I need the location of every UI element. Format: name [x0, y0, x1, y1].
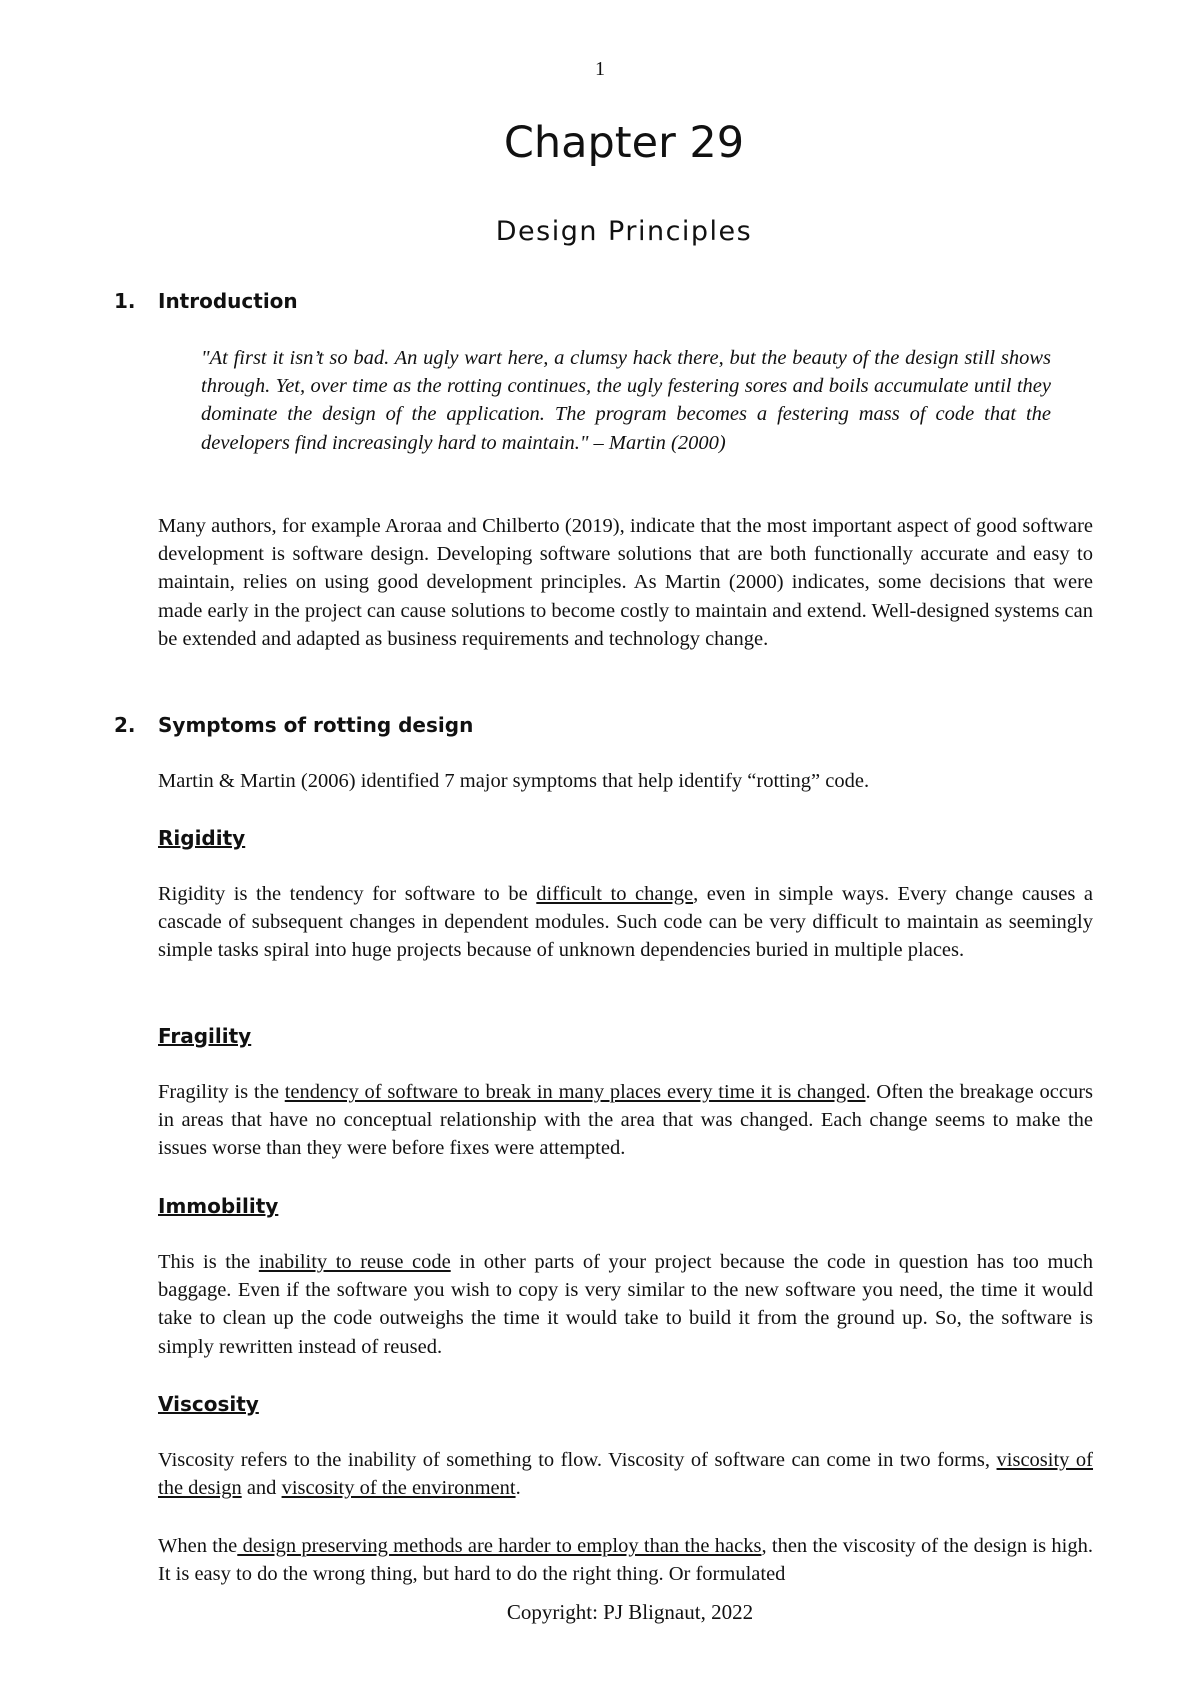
immobility-paragraph: This is the inability to reuse code in other parts of your project because the code in question has too much baggage. Even if the software you wish to copy is very similar to the new software you need, the time it would take to clean up the code outweighs the time it would take to build it from the ground up. So, the software is simply rewritten instead of reused.	[158, 1251, 1093, 1358]
fragility-paragraph: Fragility is the tendency of software to break in many places every time it is changed. Often the breakage occurs in areas that have no conceptual relationship with the area that was changed. Each change seems to make the issues worse than they were before fixes were attempted.	[158, 1081, 1094, 1160]
viscosity-paragraph-1: Viscosity refers to the inability of something to flow. Viscosity of software can come in two forms, viscosity of the design and viscosity of the environment.	[158, 1449, 1094, 1500]
immobility-heading: Immobility	[158, 1194, 279, 1218]
section-number: 2.	[114, 713, 136, 737]
opening-quote: "At first it isn’t so bad. An ugly wart here, a clumsy hack there, but the beauty of the design still shows through. Yet, over time as the rotting continues, the ugly festering sores and boils accumulate until they dominate the design of the application. The program becomes a festering mass of code that the developers find increasingly hard to maintain." – Martin (2000)	[201, 347, 1051, 454]
rigidity-emphasis: difficult to change	[536, 883, 694, 905]
rigidity-heading: Rigidity	[158, 826, 246, 850]
chapter-title: Chapter 29	[503, 118, 745, 168]
section-heading-symptoms	[114, 713, 473, 737]
viscosity-heading: Viscosity	[158, 1392, 259, 1416]
section-heading-introduction	[114, 289, 298, 313]
rigidity-paragraph: Rigidity is the tendency for software to be difficult to change, even in simple ways. Every change causes a cascade of subsequent changes in dependent modules. Such code can be very difficult to maintain as seemingly simple tasks spiral into huge projects because of unknown dependencies buried in multiple places.	[158, 883, 1093, 962]
viscosity-environment-emphasis: viscosity of the environment	[281, 1477, 516, 1500]
section-title: Introduction	[158, 289, 298, 313]
fragility-heading: Fragility	[158, 1024, 252, 1048]
symptoms-intro: Martin & Martin (2006) identified 7 major symptoms that help identify “rotting” code.	[158, 770, 870, 792]
page-number: 1	[595, 58, 605, 80]
section-title: Symptoms of rotting design	[158, 713, 474, 737]
section-number: 1.	[114, 289, 136, 313]
viscosity-hacks-emphasis: design preserving methods are harder to employ than the hacks	[237, 1535, 762, 1557]
chapter-subtitle: Design Principles	[495, 216, 753, 247]
copyright-footer: Copyright: PJ Blignaut, 2022	[506, 1600, 754, 1624]
intro-paragraph: Many authors, for example Aroraa and Chilberto (2019), indicate that the most important aspect of good software development is software design. Developing software solutions that are both functionally accurate and easy to maintain, relies on using good development principles. As Martin (2000) indicates, some decisions that were made early in the project can cause solutions to become costly to maintain and extend. Well-designed systems can be extended and adapted as business requirements and technology change.	[158, 515, 1094, 650]
viscosity-paragraph-2: When the design preserving methods are harder to employ than the hacks, then the viscosity of the design is high. It is easy to do the wrong thing, but hard to do the right thing. Or formulated	[158, 1535, 1093, 1586]
fragility-emphasis: tendency of software to break in many places every time it is changed	[284, 1081, 866, 1103]
viscosity-design-emphasis: viscosity of the design	[158, 1449, 1094, 1500]
immobility-emphasis: inability to reuse code	[258, 1251, 451, 1273]
